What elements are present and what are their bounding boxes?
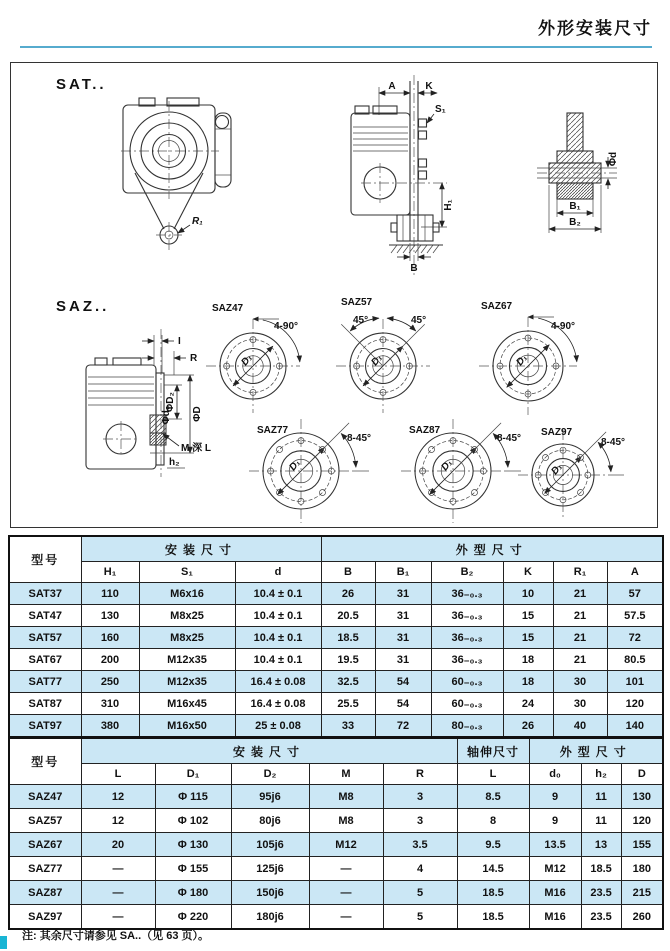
value-cell: 18.5	[581, 857, 621, 881]
value-cell: 12	[81, 785, 155, 809]
value-cell: —	[81, 905, 155, 930]
value-cell: 25.5	[321, 693, 375, 715]
page-title: 外形安装尺寸	[538, 19, 652, 38]
table-row	[9, 627, 663, 649]
value-cell: 30	[553, 693, 607, 715]
col-header: L	[81, 764, 155, 785]
value-cell: 80₋₀.₃	[431, 715, 503, 738]
value-cell: M16x45	[139, 693, 235, 715]
saz-group-install: 安装尺寸	[81, 738, 457, 764]
table-row	[9, 671, 663, 693]
bolt-circle-label: D₁	[287, 457, 303, 474]
value-cell: M16	[529, 881, 581, 905]
value-cell: 3	[383, 785, 457, 809]
value-cell: 260	[621, 905, 663, 930]
dim-label-phi-d: Φd	[608, 151, 619, 167]
value-cell: 18.5	[321, 627, 375, 649]
table-row	[9, 715, 663, 738]
value-cell: 18	[503, 671, 553, 693]
value-cell: 80j6	[231, 809, 309, 833]
value-cell: 54	[375, 693, 431, 715]
value-cell: 380	[81, 715, 139, 738]
value-cell: 25 ± 0.08	[235, 715, 321, 738]
value-cell: 11	[581, 809, 621, 833]
value-cell: 31	[375, 605, 431, 627]
value-cell: 19.5	[321, 649, 375, 671]
flange-diagram-SAZ57	[336, 297, 430, 413]
value-cell: 15	[503, 605, 553, 627]
dim-label-h2: h₂	[169, 457, 180, 468]
dim-label-b2: B₂	[569, 217, 581, 228]
sat-series-label: SAT..	[56, 76, 107, 93]
col-header: R	[383, 764, 457, 785]
sat-dimensions-table	[8, 535, 664, 738]
flange-angle-label: 45°	[411, 315, 427, 326]
value-cell: M16x50	[139, 715, 235, 738]
value-cell: 16.4 ± 0.08	[235, 693, 321, 715]
technical-drawing-panel	[10, 62, 658, 528]
model-cell: SAT57	[9, 627, 81, 649]
value-cell: 150j6	[231, 881, 309, 905]
value-cell: 30	[553, 671, 607, 693]
value-cell: M8x25	[139, 627, 235, 649]
saz-group-outline: 外型尺寸	[529, 738, 663, 764]
value-cell: 12	[81, 809, 155, 833]
value-cell: 13.5	[529, 833, 581, 857]
table-row	[9, 583, 663, 605]
value-cell: M8	[309, 809, 383, 833]
col-header: h₂	[581, 764, 621, 785]
col-header: B	[321, 562, 375, 583]
model-cell: SAZ67	[9, 833, 81, 857]
model-cell: SAZ77	[9, 857, 81, 881]
value-cell: 10.4 ± 0.1	[235, 649, 321, 671]
bolt-circle-label: D₁	[514, 352, 530, 369]
sat-model-header: 型号	[9, 536, 81, 583]
dim-label-phi-d0: Φd₀	[161, 405, 172, 425]
value-cell: 16.4 ± 0.08	[235, 671, 321, 693]
model-cell: SAZ47	[9, 785, 81, 809]
value-cell: 72	[375, 715, 431, 738]
saz-dimensions-table	[8, 737, 664, 930]
value-cell: 80.5	[607, 649, 663, 671]
footnote: 注: 其余尺寸请参见 SA..（见 63 页）。	[22, 930, 210, 942]
dim-label-r1: R₁	[192, 216, 203, 227]
saz-side-view-drawing	[86, 329, 211, 477]
value-cell: 5	[383, 905, 457, 930]
sat-front-view-drawing	[121, 98, 231, 250]
flange-angle-label: 8-45°	[497, 433, 522, 444]
value-cell: 18.5	[457, 881, 529, 905]
value-cell: 130	[81, 605, 139, 627]
bolt-circle-label: D₁	[369, 352, 385, 369]
sat-side-view-drawing	[351, 75, 454, 275]
value-cell: M6x16	[139, 583, 235, 605]
value-cell: 3.5	[383, 833, 457, 857]
value-cell: 180	[621, 857, 663, 881]
table-row	[9, 833, 663, 857]
flange-name-label: SAZ97	[541, 427, 573, 438]
sat-group-outline: 外型尺寸	[321, 536, 663, 562]
value-cell: 8	[457, 809, 529, 833]
value-cell: 120	[607, 693, 663, 715]
value-cell: 60₋₀.₃	[431, 671, 503, 693]
value-cell: 310	[81, 693, 139, 715]
saz-model-header: 型号	[9, 738, 81, 785]
value-cell: 120	[621, 809, 663, 833]
value-cell: M12x35	[139, 671, 235, 693]
flange-angle-label: 4-90°	[274, 321, 299, 332]
table-row	[9, 649, 663, 671]
value-cell: 10.4 ± 0.1	[235, 583, 321, 605]
value-cell: —	[309, 905, 383, 930]
value-cell: 10.4 ± 0.1	[235, 627, 321, 649]
value-cell: 10.4 ± 0.1	[235, 605, 321, 627]
value-cell: Φ 102	[155, 809, 231, 833]
value-cell: 110	[81, 583, 139, 605]
dim-label-phi-dbig: ΦD	[192, 406, 203, 422]
col-header: B₂	[431, 562, 503, 583]
value-cell: 21	[553, 583, 607, 605]
bolt-circle-label: D₁	[239, 352, 255, 369]
dim-label-i: I	[178, 336, 181, 347]
bolt-circle-label: D₁	[439, 457, 455, 474]
col-header: B₁	[375, 562, 431, 583]
value-cell: 140	[607, 715, 663, 738]
value-cell: 5	[383, 881, 457, 905]
value-cell: 26	[503, 715, 553, 738]
value-cell: 21	[553, 627, 607, 649]
col-header: A	[607, 562, 663, 583]
col-header: K	[503, 562, 553, 583]
flange-diagram-SAZ67	[479, 301, 577, 415]
dim-label-r: R	[190, 353, 198, 364]
value-cell: 13	[581, 833, 621, 857]
model-cell: SAT77	[9, 671, 81, 693]
value-cell: 20	[81, 833, 155, 857]
dim-label-k: K	[425, 81, 433, 92]
model-cell: SAT67	[9, 649, 81, 671]
model-cell: SAT97	[9, 715, 81, 738]
value-cell: 21	[553, 605, 607, 627]
flange-angle-label: 8-45°	[347, 433, 372, 444]
value-cell: Φ 220	[155, 905, 231, 930]
value-cell: 21	[553, 649, 607, 671]
value-cell: 23.5	[581, 881, 621, 905]
value-cell: 10	[503, 583, 553, 605]
bushing-detail-drawing	[537, 113, 619, 233]
value-cell: 180j6	[231, 905, 309, 930]
table-row	[9, 605, 663, 627]
table-row	[9, 693, 663, 715]
value-cell: 18.5	[457, 905, 529, 930]
dim-label-a: A	[388, 81, 396, 92]
col-header: R₁	[553, 562, 607, 583]
value-cell: M12	[529, 857, 581, 881]
value-cell: 18	[503, 649, 553, 671]
value-cell: 101	[607, 671, 663, 693]
flange-angle-label: 4-90°	[551, 321, 576, 332]
value-cell: 31	[375, 583, 431, 605]
value-cell: 3	[383, 809, 457, 833]
table-row	[9, 809, 663, 833]
value-cell: 57.5	[607, 605, 663, 627]
value-cell: 26	[321, 583, 375, 605]
col-header: d₀	[529, 764, 581, 785]
col-header: D₂	[231, 764, 309, 785]
model-cell: SAZ57	[9, 809, 81, 833]
value-cell: Φ 155	[155, 857, 231, 881]
col-header: D	[621, 764, 663, 785]
value-cell: 31	[375, 649, 431, 671]
value-cell: 40	[553, 715, 607, 738]
value-cell: 11	[581, 785, 621, 809]
value-cell: —	[309, 881, 383, 905]
value-cell: Φ 180	[155, 881, 231, 905]
value-cell: 24	[503, 693, 553, 715]
value-cell: 8.5	[457, 785, 529, 809]
value-cell: M12x35	[139, 649, 235, 671]
value-cell: 130	[621, 785, 663, 809]
col-header: d	[235, 562, 321, 583]
value-cell: 36₋₀.₃	[431, 649, 503, 671]
value-cell: 160	[81, 627, 139, 649]
flange-name-label: SAZ67	[481, 301, 513, 312]
value-cell: 105j6	[231, 833, 309, 857]
value-cell: 36₋₀.₃	[431, 627, 503, 649]
technical-drawing-svg	[11, 63, 656, 525]
model-cell: SAZ87	[9, 881, 81, 905]
value-cell: Φ 130	[155, 833, 231, 857]
value-cell: 20.5	[321, 605, 375, 627]
page-edge-mark	[0, 936, 7, 949]
table-row	[9, 785, 663, 809]
value-cell: Φ 115	[155, 785, 231, 809]
sat-group-install: 安装尺寸	[81, 536, 321, 562]
value-cell: M8	[309, 785, 383, 809]
value-cell: 31	[375, 627, 431, 649]
bolt-circle-label: D₁	[549, 461, 565, 478]
flange-name-label: SAZ77	[257, 425, 289, 436]
col-header: S₁	[139, 562, 235, 583]
flange-name-label: SAZ57	[341, 297, 373, 308]
value-cell: 32.5	[321, 671, 375, 693]
value-cell: 33	[321, 715, 375, 738]
value-cell: 57	[607, 583, 663, 605]
value-cell: 9	[529, 785, 581, 809]
col-header: H₁	[81, 562, 139, 583]
value-cell: 125j6	[231, 857, 309, 881]
flange-angle-label: 8-45°	[601, 437, 626, 448]
value-cell: 95j6	[231, 785, 309, 809]
saz-flange-diagrams	[206, 297, 625, 523]
value-cell: 15	[503, 627, 553, 649]
saz-series-label: SAZ..	[56, 298, 110, 315]
dim-label-phi-d2: ΦD₂	[165, 392, 176, 412]
value-cell: 9.5	[457, 833, 529, 857]
flange-diagram-SAZ77	[249, 419, 371, 523]
model-cell: SAT47	[9, 605, 81, 627]
model-cell: SAT37	[9, 583, 81, 605]
dim-label-b1: B₁	[569, 201, 581, 212]
value-cell: M16	[529, 905, 581, 930]
value-cell: 9	[529, 809, 581, 833]
value-cell: 215	[621, 881, 663, 905]
value-cell: 14.5	[457, 857, 529, 881]
table-row	[9, 905, 663, 930]
flange-diagram-SAZ87	[401, 419, 521, 523]
table-row	[9, 881, 663, 905]
col-header: M	[309, 764, 383, 785]
value-cell: 250	[81, 671, 139, 693]
value-cell: 155	[621, 833, 663, 857]
value-cell: —	[81, 857, 155, 881]
value-cell: —	[309, 857, 383, 881]
value-cell: M8x25	[139, 605, 235, 627]
value-cell: 60₋₀.₃	[431, 693, 503, 715]
flange-name-label: SAZ47	[212, 303, 244, 314]
dim-label-m-depth: M 深 L	[181, 443, 211, 454]
table-row	[9, 857, 663, 881]
value-cell: 36₋₀.₃	[431, 583, 503, 605]
dim-label-h1: H₁	[443, 199, 454, 211]
model-cell: SAZ97	[9, 905, 81, 930]
value-cell: 36₋₀.₃	[431, 605, 503, 627]
flange-diagram-SAZ47	[206, 303, 300, 413]
model-cell: SAT87	[9, 693, 81, 715]
value-cell: 200	[81, 649, 139, 671]
title-underline	[20, 46, 652, 48]
value-cell: M12	[309, 833, 383, 857]
saz-group-shaft: 轴伸尺寸	[457, 738, 529, 764]
dim-label-b: B	[410, 263, 418, 274]
col-header: L	[457, 764, 529, 785]
flange-angle-label: 45°	[353, 315, 369, 326]
value-cell: 72	[607, 627, 663, 649]
value-cell: 23.5	[581, 905, 621, 930]
value-cell: —	[81, 881, 155, 905]
dim-label-s1: S₁	[435, 104, 446, 115]
flange-name-label: SAZ87	[409, 425, 441, 436]
value-cell: 54	[375, 671, 431, 693]
flange-diagram-SAZ97	[518, 427, 625, 520]
value-cell: 4	[383, 857, 457, 881]
col-header: D₁	[155, 764, 231, 785]
